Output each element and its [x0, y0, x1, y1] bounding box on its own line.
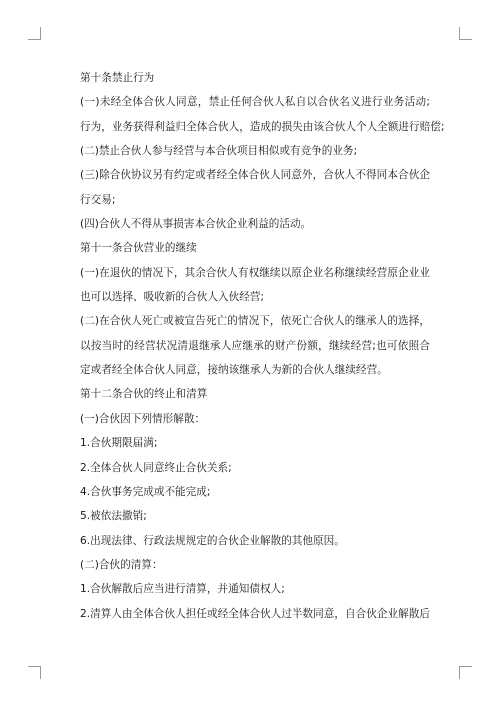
paragraph-line: (四)合伙人不得从事损害本合伙企业利益的活动。	[80, 218, 312, 231]
document-body	[80, 66, 445, 626]
list-item: 1.合伙期限届满;	[80, 437, 158, 450]
paragraph-line: (二)禁止合伙人参与经营与本合伙项目相似或有竞争的业务;	[80, 145, 358, 158]
paragraph-line: (二)合伙的清算：	[80, 558, 163, 571]
paragraph-line: (一)未经全体合伙人同意，禁止任何合伙人私自以合伙名义进行业务活动;	[80, 96, 430, 109]
list-item: 2.清算人由全体合伙人担任或经全体合伙人过半数同意，自合伙企业解散后	[80, 607, 430, 620]
crop-mark-bottom-right	[459, 666, 472, 679]
paragraph-line: 行交易;	[80, 193, 116, 206]
section-heading-11: 第十一条合伙营业的继续	[80, 242, 197, 255]
paragraph-line: (三)除合伙协议另有约定或者经全体合伙人同意外，合伙人不得同本合伙企	[80, 169, 430, 182]
crop-mark-top-right	[459, 27, 472, 40]
list-item: 6.出现法律、行政法规规定的合伙企业解散的其他原因。	[80, 534, 345, 547]
paragraph-line: (一)在退伙的情况下，其余合伙人有权继续以原企业名称继续经营原企业业	[80, 266, 430, 279]
section-heading-10: 第十条禁止行为	[80, 72, 155, 84]
section-heading-12: 第十二条合伙的终止和清算	[80, 388, 208, 401]
crop-mark-bottom-left	[28, 666, 41, 679]
paragraph-line: 以按当时的经营状况清退继承人应继承的财产份额，继续经营;也可依照合	[80, 339, 430, 352]
list-item: 5.被依法撤销;	[80, 510, 147, 523]
paragraph-line: 也可以选择、吸收新的合伙人入伙经营;	[80, 291, 265, 304]
paragraph-line: 行为，业务获得利益归全体合伙人，造成的损失由该合伙人个人全额进行赔偿;	[80, 120, 445, 133]
list-item: 2.全体合伙人同意终止合伙关系;	[80, 461, 232, 474]
list-item: 4.合伙事务完成或不能完成;	[80, 485, 211, 498]
paragraph-line: 定或者经全体合伙人同意，接纳该继承人为新的合伙人继续经营。	[80, 364, 388, 377]
paragraph-line: (二)在合伙人死亡或被宣告死亡的情况下，依死亡合伙人的继承人的选择，	[80, 315, 430, 328]
crop-mark-top-left	[28, 27, 41, 40]
list-item: 1.合伙解散后应当进行清算，并通知债权人;	[80, 583, 285, 596]
paragraph-line: (一)合伙因下列情形解散：	[80, 412, 206, 425]
